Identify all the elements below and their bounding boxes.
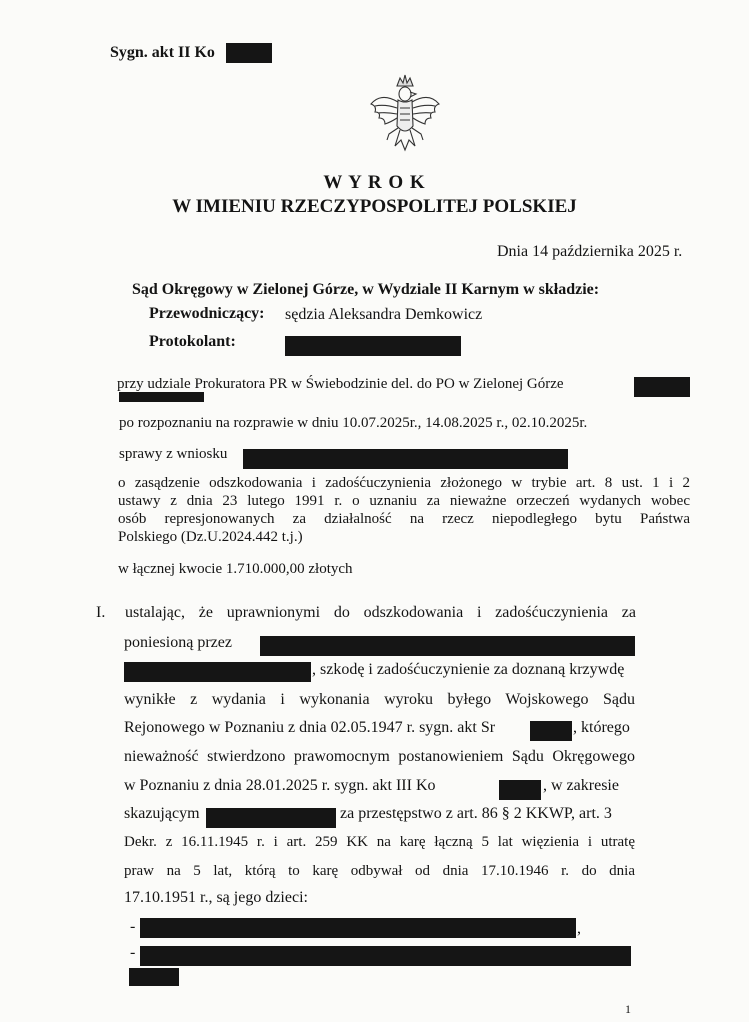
- child-1-comma: ,: [577, 920, 581, 937]
- ruling-line-4: wynikłe z wydania i wykonania wyroku byłego Wojskowego Sądu: [124, 691, 635, 708]
- redaction-child-1: [140, 918, 576, 938]
- claim-line-1: o zasądzenie odszkodowania i zadośćuczynienia złożonego w trybie art. 8 ust. 1 i 2: [118, 475, 690, 491]
- redaction-person-1: [260, 636, 635, 656]
- ruling-line-6: nieważność stwierdzono prawomocnym postanowieniem Sądu Okręgowego: [124, 748, 635, 765]
- ruling-line-3: , szkodę i zadośćuczynienie za doznaną krzywdę: [312, 661, 625, 678]
- redaction-case-iii-ko: [499, 780, 541, 800]
- ruling-line-5a: Rejonowego w Poznaniu z dnia 02.05.1947 r. sygn. akt Sr: [124, 719, 496, 736]
- prosecutor-line: przy udziale Prokuratora PR w Świebodzinie del. do PO w Zielonej Górze: [117, 376, 564, 392]
- redaction-case-number: [226, 43, 272, 63]
- ruling-line-10: praw na 5 lat, którą to karę odbywał od dnia 17.10.1946 r. do dnia: [124, 863, 635, 879]
- judgment-date: Dnia 14 października 2025 r.: [497, 243, 683, 260]
- child-2-dash: -: [130, 944, 136, 961]
- case-signature: Sygn. akt II Ko: [110, 44, 215, 61]
- ruling-number: I.: [96, 604, 106, 621]
- redaction-child-2a: [140, 946, 631, 966]
- motion-prefix: sprawy z wniosku: [119, 446, 228, 462]
- redaction-person-2: [124, 662, 311, 682]
- redaction-prosecutor-1: [634, 377, 690, 397]
- judgment-subtitle: W IMIENIU RZECZYPOSPOLITEJ POLSKIEJ: [172, 196, 577, 217]
- ruling-line-8a: skazującym: [124, 805, 200, 822]
- claim-line-3: osób represjonowanych za działalność na rzecz niepodległego bytu Państwa: [118, 511, 690, 527]
- ruling-line-7b: , w zakresie: [543, 777, 619, 794]
- redaction-case-sr: [530, 721, 572, 741]
- hearing-line: po rozpoznaniu na rozprawie w dniu 10.07.2025r., 14.08.2025 r., 02.10.2025r.: [119, 415, 588, 431]
- redaction-child-2b: [129, 968, 179, 986]
- court-composition: Sąd Okręgowy w Zielonej Górze, w Wydziale II Karnym w składzie:: [132, 281, 600, 298]
- chair-label: Przewodniczący:: [149, 305, 265, 322]
- ruling-line-11: 17.10.1951 r., są jego dzieci:: [124, 889, 308, 906]
- chair-value: sędzia Aleksandra Demkowicz: [285, 306, 483, 323]
- page-number: 1: [625, 1002, 631, 1016]
- ruling-line-5b: , którego: [573, 719, 630, 736]
- redaction-clerk: [285, 336, 461, 356]
- amount-line: w łącznej kwocie 1.710.000,00 złotych: [118, 561, 353, 577]
- claim-line-4: Polskiego (Dz.U.2024.442 t.j.): [118, 529, 303, 545]
- ruling-line-8b: za przestępstwo z art. 86 § 2 KKWP, art. 3: [340, 805, 612, 822]
- judgment-title: W Y R O K: [323, 172, 426, 193]
- ruling-line-1: ustalając, że uprawnionymi do odszkodowania i zadośćuczynienia za: [125, 604, 636, 621]
- ruling-line-7a: w Poznaniu z dnia 28.01.2025 r. sygn. akt III Ko: [124, 777, 436, 794]
- polish-eagle-icon: [367, 70, 443, 158]
- ruling-line-9: Dekr. z 16.11.1945 r. i art. 259 KK na karę łączną 5 lat więzienia i utratę: [124, 834, 635, 850]
- ruling-line-2: poniesioną przez: [124, 634, 232, 651]
- redaction-applicant: [243, 449, 568, 469]
- clerk-label: Protokolant:: [149, 333, 236, 350]
- claim-line-2: ustawy z dnia 23 lutego 1991 r. o uznaniu za nieważne orzeczeń wydanych wobec: [118, 493, 690, 509]
- redaction-prosecutor-2: [119, 392, 204, 402]
- redaction-convicted: [206, 808, 336, 828]
- child-1-dash: -: [130, 918, 136, 935]
